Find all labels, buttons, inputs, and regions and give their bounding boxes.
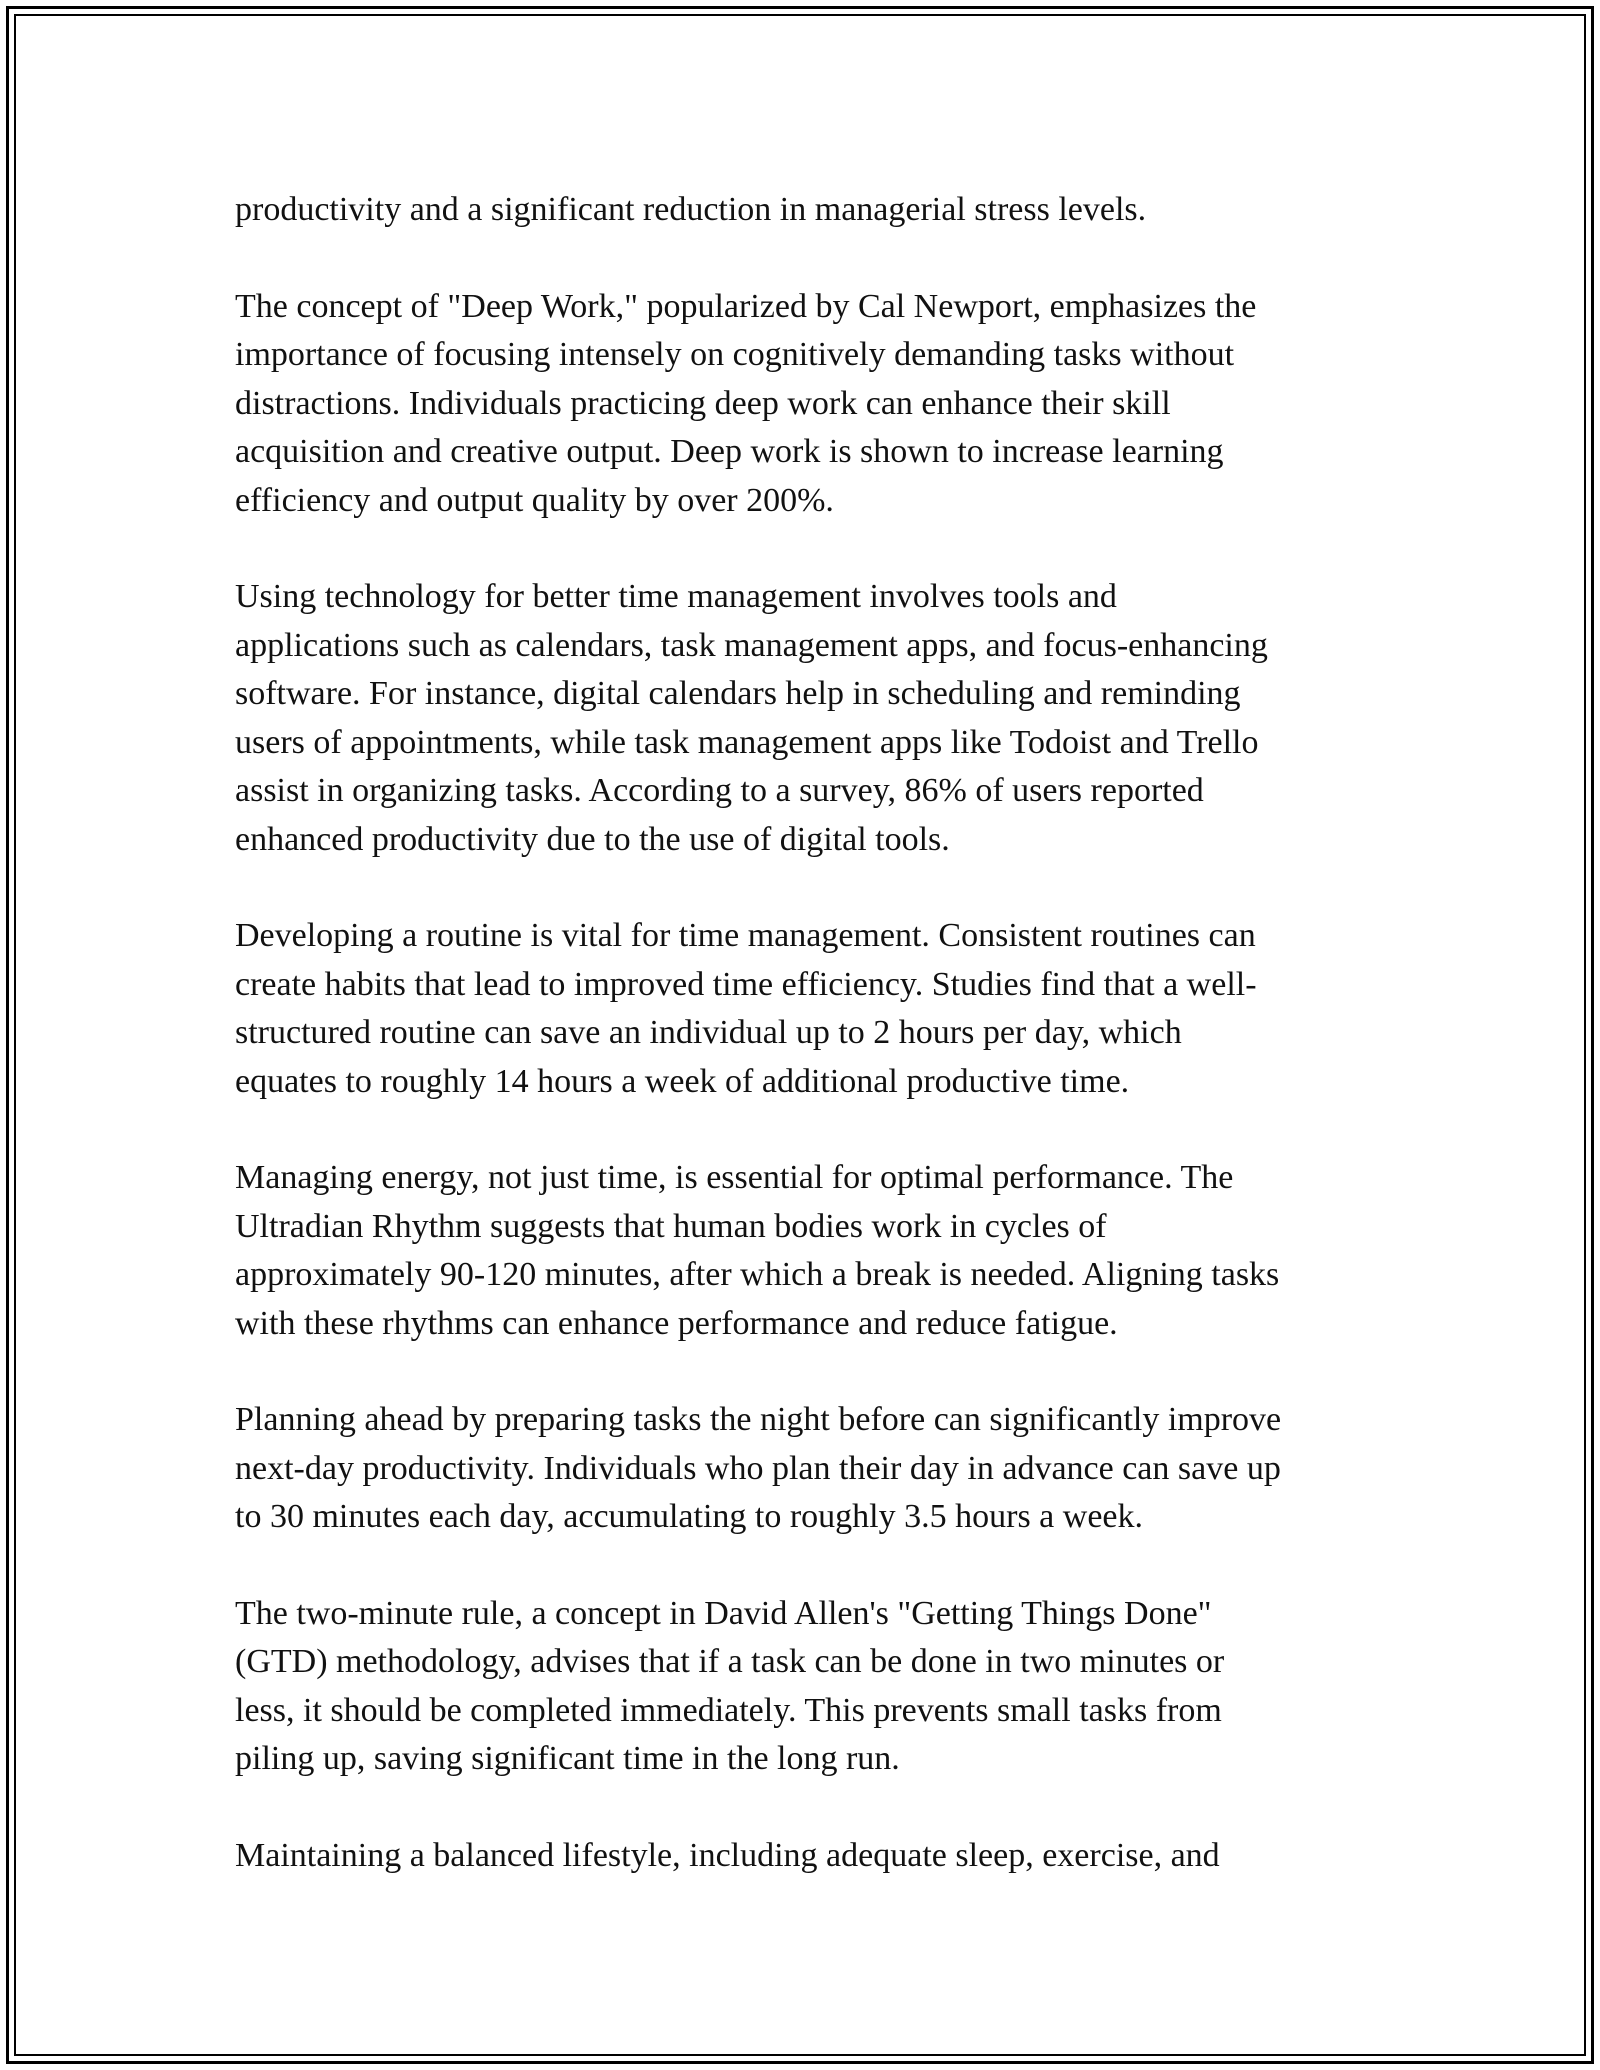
paragraph-stress-reduction: productivity and a significant reduction in managerial stress levels. — [235, 191, 1147, 228]
paragraph-deep-work: The concept of "Deep Work," popularized by Cal Newport, emphasizes the importance of focusing intensely on cognitively demanding tasks without distractions. Individuals practicing deep work can enhance their skill acquisition and creative output. Deep work is shown to increase learning efficiency and output quality by over 200%. — [235, 287, 1257, 519]
paragraph-balanced-lifestyle: Maintaining a balanced lifestyle, including adequate sleep, exercise, and — [235, 1836, 1220, 1874]
paragraph-planning-ahead: Planning ahead by preparing tasks the night before can significantly improve next-day productivity. Individuals who plan their day in advance can save up to 30 minutes each day, accumulating to roughly 3.5 hours a week. — [235, 1401, 1282, 1535]
paragraph-routine: Developing a routine is vital for time management. Consistent routines can create habits that lead to improved time efficiency. Studies find that a well- structured routine can save an individual up to 2 hours per day, which equates to roughly 14 hours a week of additional productive time. — [235, 917, 1257, 1100]
paragraph-technology: Using technology for better time management involves tools and applications such as calendars, task management apps, and focus-enhancing software. For instance, digital calendars help in scheduling and reminding users of appointments, while task management apps like Todoist and Trello assist in organizing tasks. According to a survey, 86% of users reported enhanced productivity due to the use of digital tools. — [235, 578, 1268, 858]
document-body — [235, 186, 1385, 1880]
paragraph-two-minute-rule: The two-minute rule, a concept in David Allen's "Getting Things Done" (GTD) methodology, advises that if a task can be done in two minutes or less, it should be completed immediately. This prevents small tasks from piling up, saving significant time in the long run. — [235, 1594, 1225, 1777]
paragraph-energy: Managing energy, not just time, is essential for optimal performance. The Ultradian Rhythm suggests that human bodies work in cycles of approximately 90-120 minutes, after which a break is needed. Aligning tasks with these rhythms can enhance performance and reduce fatigue. — [235, 1159, 1280, 1342]
